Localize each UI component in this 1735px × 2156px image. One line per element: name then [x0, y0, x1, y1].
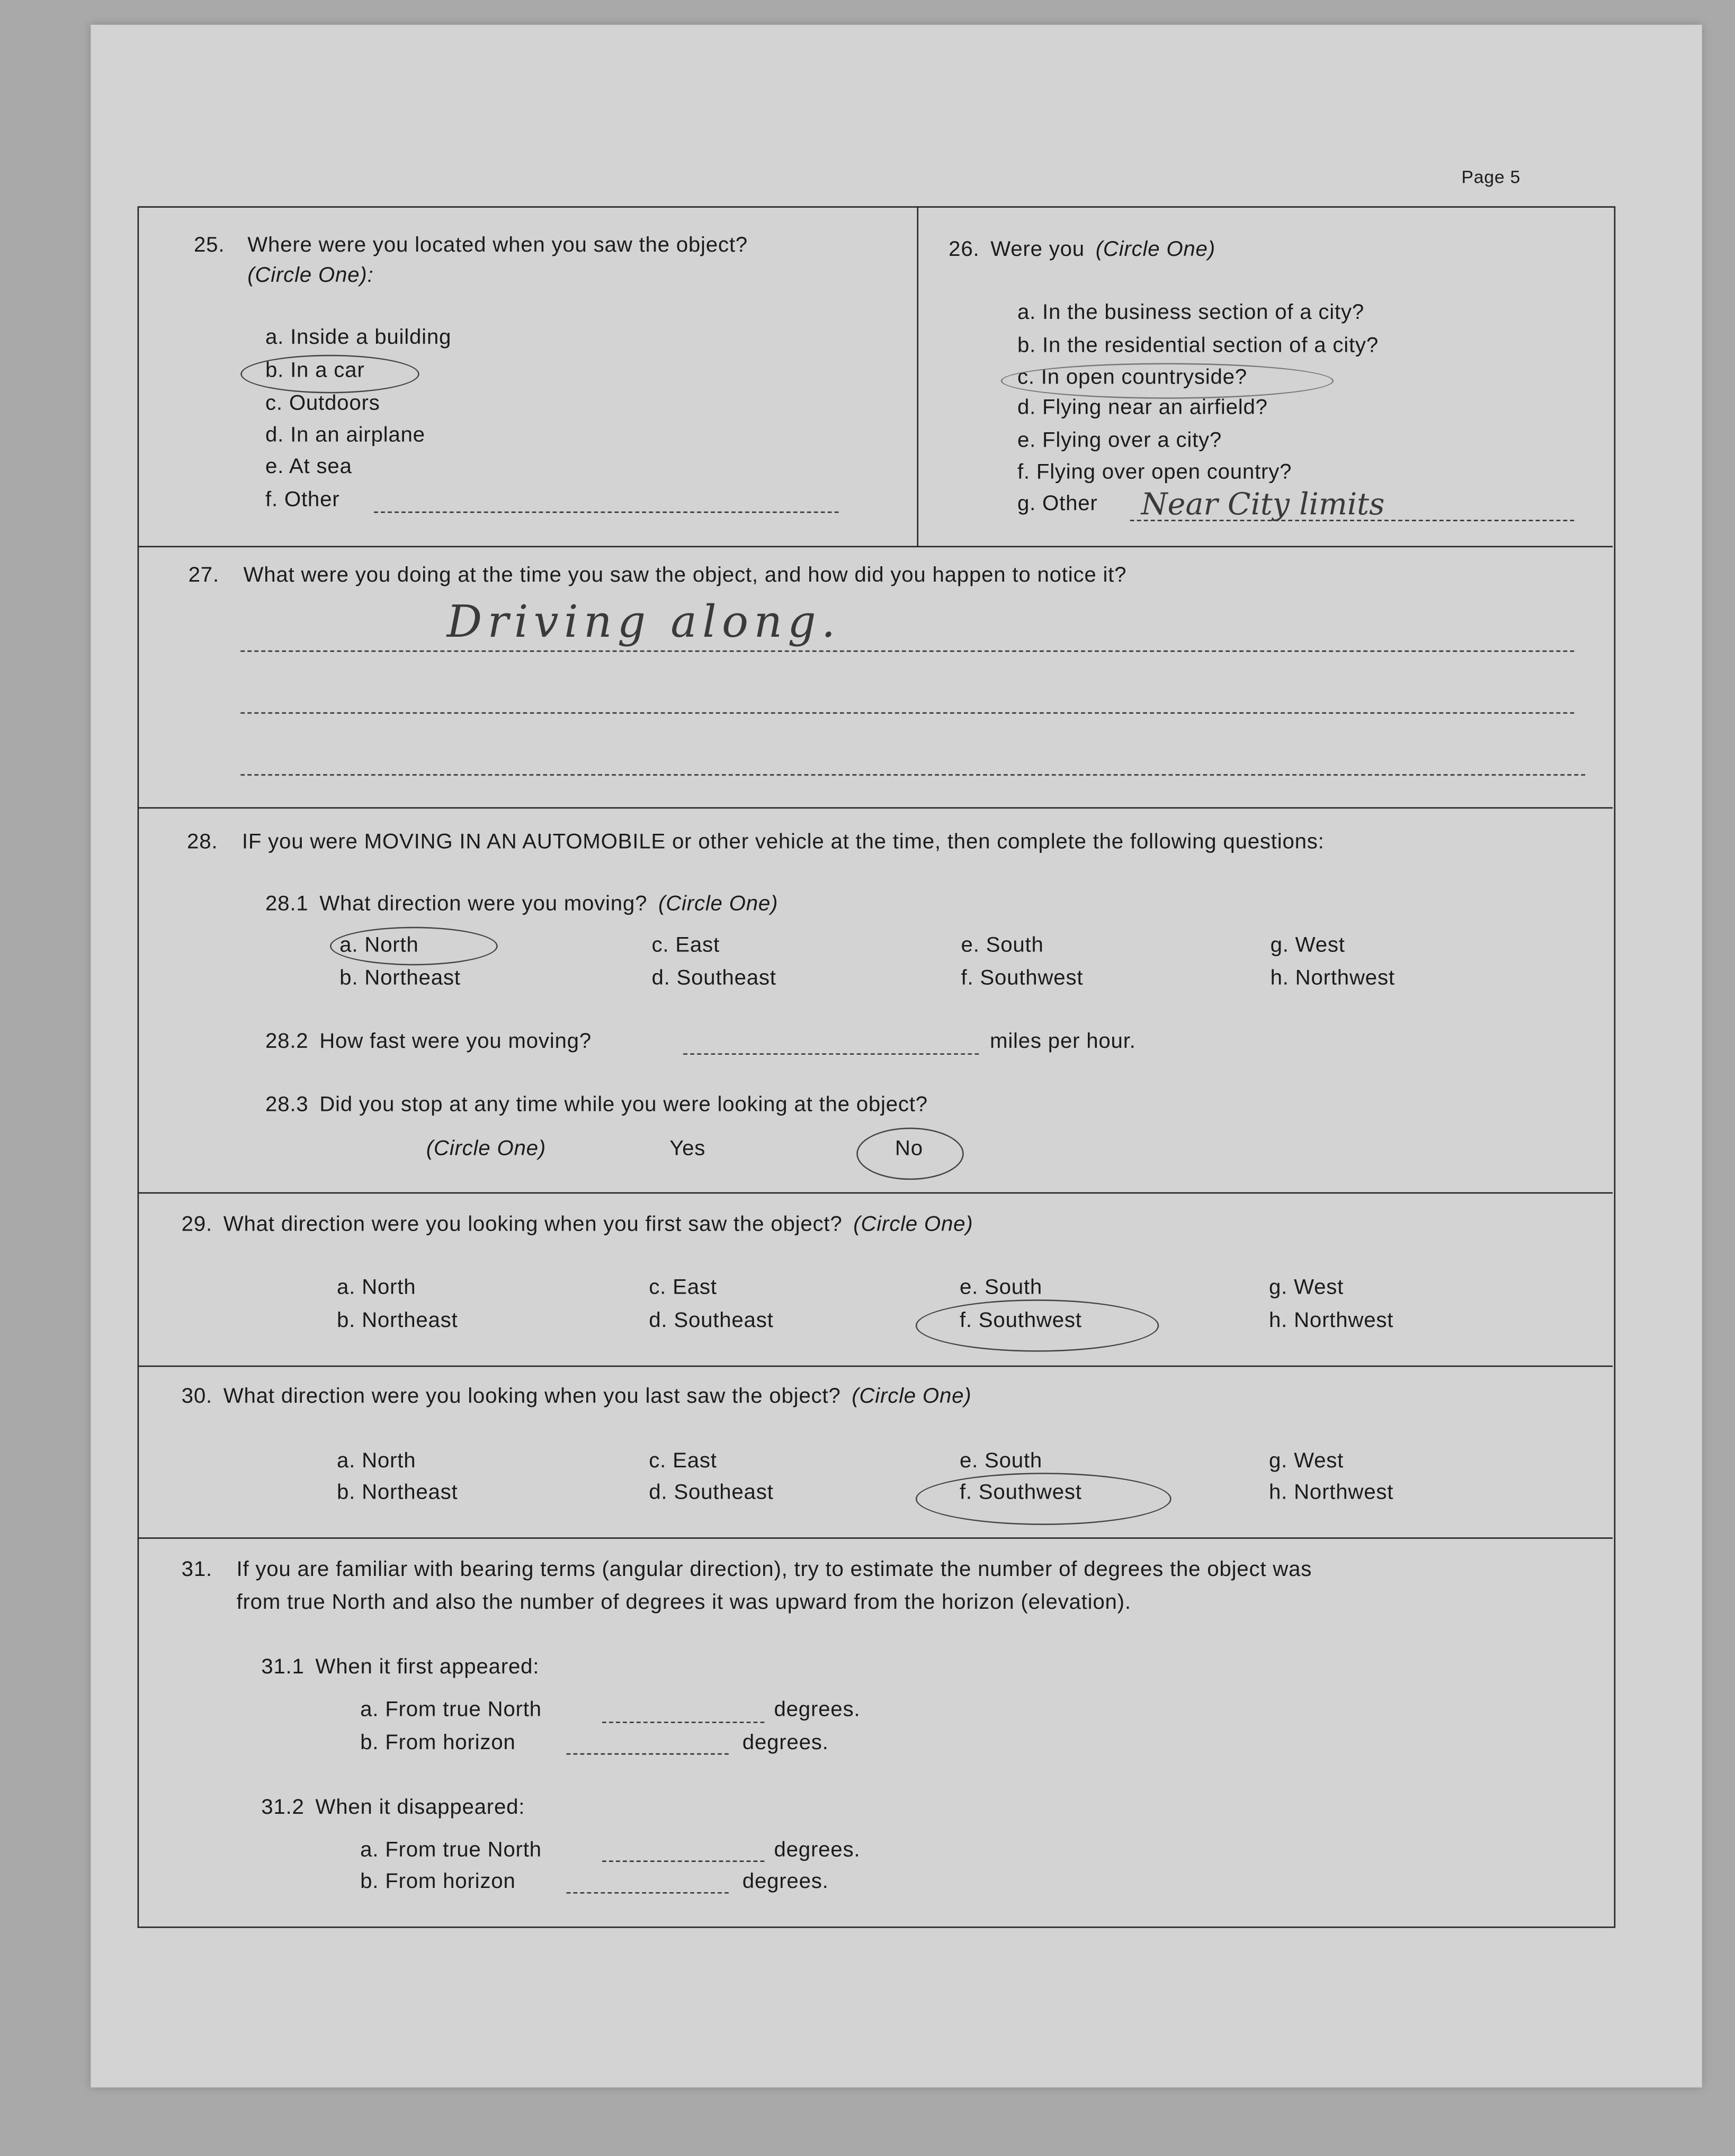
option[interactable]: d. In an airplane: [265, 423, 425, 447]
field-label: a. From true North: [360, 1698, 542, 1722]
subquestion-heading: [261, 1796, 525, 1821]
handwritten-answer: Driving along.: [446, 595, 841, 648]
subquestion-text: What direction were you moving?: [319, 892, 648, 916]
option-selected[interactable]: f. Southwest: [959, 1481, 1082, 1504]
option[interactable]: f. Southwest: [961, 966, 1084, 991]
subquestion-text: Did you stop at any time while you were looking at the object?: [319, 1093, 928, 1117]
subquestion-number: 28.1: [265, 892, 309, 916]
question-number: 29.: [181, 1213, 212, 1236]
divider: [138, 807, 1613, 809]
divider: [917, 206, 918, 546]
question-text: If you are familiar with bearing terms (angular direction), try to estimate the number of degrees the object was: [236, 1558, 1312, 1582]
instruction: (Circle One): [853, 1213, 973, 1236]
question-number: 31.: [181, 1558, 212, 1582]
option[interactable]: b. Northeast: [339, 966, 461, 991]
question-text: What direction were you looking when you first saw the object?: [223, 1213, 843, 1236]
subquestion-heading: [265, 1030, 592, 1055]
answer-circle: [856, 1128, 963, 1180]
subquestion-number: 31.2: [261, 1796, 305, 1820]
answer-circle: [330, 927, 498, 966]
option[interactable]: e. At sea: [265, 455, 352, 479]
question-number: 28.: [187, 830, 218, 854]
option[interactable]: g. West: [1269, 1449, 1344, 1473]
instruction: (Circle One): [426, 1137, 546, 1161]
instruction: (Circle One): [1095, 238, 1215, 262]
subquestion-text: When it disappeared:: [315, 1796, 525, 1820]
option[interactable]: d. Southeast: [651, 966, 776, 991]
question-heading: [182, 1213, 973, 1238]
option[interactable]: c. East: [649, 1276, 717, 1300]
question-text: Where were you located when you saw the object?: [247, 234, 748, 257]
option[interactable]: a. North: [336, 1276, 416, 1300]
option[interactable]: d. Southeast: [649, 1481, 774, 1504]
subquestion-heading: [261, 1655, 539, 1680]
option[interactable]: e. Flying over a city?: [1017, 429, 1222, 453]
option[interactable]: g. West: [1269, 1276, 1344, 1300]
option[interactable]: a. In the business section of a city?: [1017, 301, 1365, 325]
option[interactable]: c. East: [651, 933, 720, 957]
option[interactable]: c. East: [649, 1449, 717, 1473]
instruction: (Circle One): [658, 892, 779, 916]
option[interactable]: b. Northeast: [336, 1309, 458, 1333]
question-text: What were you doing at the time you saw the object, and how did you happen to notice it?: [243, 564, 1127, 587]
subquestion-text: When it first appeared:: [315, 1655, 540, 1679]
question-heading: [182, 1385, 972, 1410]
question-text: What direction were you looking when you last saw the object?: [223, 1385, 841, 1409]
subquestion-heading: [265, 893, 778, 917]
option[interactable]: e. South: [961, 933, 1044, 957]
option[interactable]: a. Inside a building: [265, 326, 452, 350]
field-label: a. From true North: [360, 1838, 542, 1862]
option[interactable]: f. Flying over open country?: [1017, 460, 1292, 484]
option[interactable]: d. Southeast: [649, 1309, 774, 1333]
subquestion-text: How fast were you moving?: [319, 1030, 592, 1054]
answer-line[interactable]: [240, 774, 1585, 776]
handwritten-answer: Near City limits: [1141, 488, 1385, 523]
unit-label: degrees.: [774, 1698, 861, 1722]
option-selected[interactable]: a. North: [339, 933, 419, 957]
answer-circle: [240, 355, 419, 394]
degrees-north-last-line[interactable]: [602, 1860, 764, 1862]
other-line[interactable]: [374, 512, 838, 513]
unit-label: degrees.: [742, 1870, 829, 1894]
answer-circle: [916, 1299, 1159, 1352]
unit-label: degrees.: [742, 1731, 829, 1755]
question-number: 25.: [194, 234, 225, 257]
option[interactable]: b. Northeast: [336, 1481, 458, 1504]
question-text: from true North and also the number of degrees it was upward from the horizon (elevation).: [236, 1591, 1131, 1615]
page-number: Page 5: [1461, 166, 1521, 188]
degrees-horizon-first-line[interactable]: [567, 1753, 729, 1755]
option[interactable]: h. Northwest: [1269, 1309, 1394, 1333]
option[interactable]: a. North: [336, 1449, 416, 1473]
divider: [138, 1537, 1613, 1539]
question-heading: [949, 238, 1215, 263]
degrees-horizon-last-line[interactable]: [567, 1892, 729, 1894]
field-label: b. From horizon: [360, 1731, 516, 1755]
subquestion-number: 31.1: [261, 1655, 305, 1679]
divider: [138, 1366, 1613, 1367]
speed-line[interactable]: [683, 1053, 979, 1055]
option[interactable]: g. Other: [1017, 492, 1098, 516]
instruction: (Circle One):: [247, 264, 374, 288]
divider: [138, 546, 1613, 548]
option-selected[interactable]: b. In a car: [265, 359, 365, 382]
degrees-north-first-line[interactable]: [602, 1722, 764, 1723]
option[interactable]: h. Northwest: [1269, 1481, 1394, 1504]
question-text: IF you were MOVING IN AN AUTOMOBILE or other vehicle at the time, then complete the following questions:: [242, 830, 1325, 854]
unit-label: miles per hour.: [990, 1030, 1136, 1054]
option-selected[interactable]: f. Southwest: [959, 1309, 1082, 1333]
subquestion-heading: [265, 1093, 928, 1118]
option[interactable]: c. Outdoors: [265, 391, 380, 415]
option[interactable]: f. Other: [265, 488, 340, 512]
unit-label: degrees.: [774, 1838, 861, 1862]
question-text: Were you: [990, 238, 1085, 262]
subquestion-number: 28.3: [265, 1093, 309, 1117]
instruction: (Circle One): [852, 1385, 972, 1409]
question-number: 30.: [181, 1385, 212, 1409]
answer-circle: [1001, 363, 1334, 398]
question-number: 27.: [188, 564, 219, 587]
answer-line[interactable]: [240, 651, 1574, 652]
divider: [138, 1192, 1613, 1194]
option[interactable]: d. Flying near an airfield?: [1017, 396, 1268, 420]
option[interactable]: e. South: [959, 1449, 1043, 1473]
option[interactable]: e. South: [959, 1276, 1043, 1300]
option[interactable]: h. Northwest: [1270, 966, 1395, 991]
option-selected[interactable]: c. In open countryside?: [1017, 366, 1247, 389]
option-yes[interactable]: Yes: [669, 1137, 706, 1161]
subquestion-number: 28.2: [265, 1030, 309, 1054]
option-no-selected[interactable]: No: [895, 1137, 923, 1161]
question-number: 26.: [949, 238, 980, 262]
field-label: b. From horizon: [360, 1870, 516, 1894]
answer-circle: [916, 1473, 1171, 1525]
option[interactable]: g. West: [1270, 933, 1345, 957]
option[interactable]: b. In the residential section of a city?: [1017, 334, 1379, 358]
answer-line[interactable]: [240, 712, 1574, 714]
